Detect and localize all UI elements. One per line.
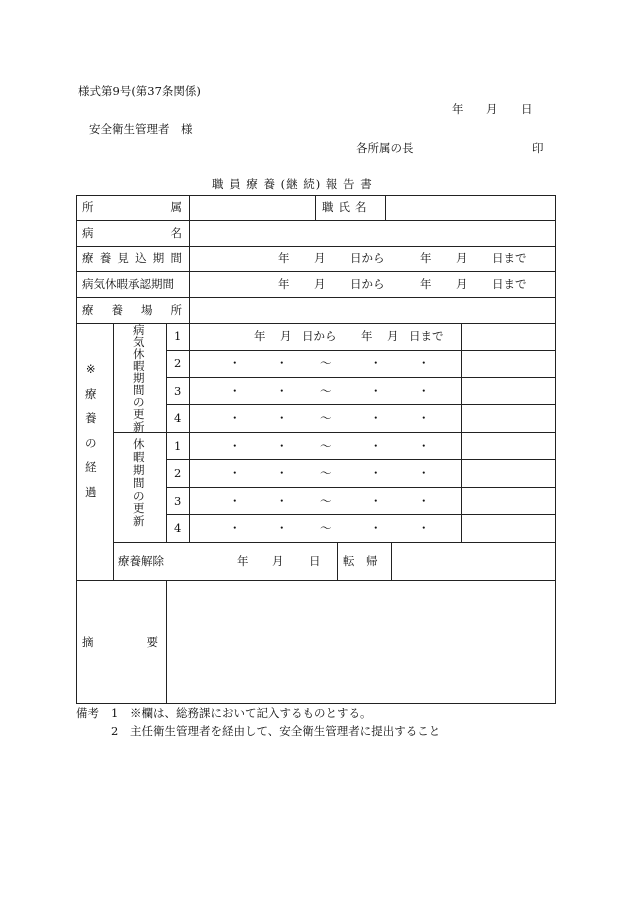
summary-label: 摘 要	[82, 635, 158, 649]
disease-label: 病 名	[82, 226, 182, 240]
date-separator-dot: ・	[370, 494, 382, 508]
date-separator-dot: ・	[370, 356, 382, 370]
range-tilde: ～	[320, 466, 332, 480]
sender: 各所属の長	[356, 141, 414, 155]
row-number: 4	[174, 411, 182, 425]
date-separator-dot: ・	[276, 384, 288, 398]
note-text: ※欄は、総務課において記入するものとする。	[130, 706, 372, 720]
approved-from-month: 月	[314, 277, 326, 291]
expected-to-year: 年	[420, 251, 432, 265]
range-tilde: ～	[320, 356, 332, 370]
range-tilde: ～	[320, 494, 332, 508]
date-separator-dot: ・	[276, 521, 288, 535]
row-number: 3	[174, 494, 182, 508]
expected-to-day: 日まで	[492, 251, 527, 265]
place-label: 療 養 場 所	[82, 303, 182, 317]
addressee: 安全衛生管理者 様	[89, 122, 193, 136]
expected-to-month: 月	[456, 251, 468, 265]
note-number: 2	[111, 724, 119, 738]
release-year: 年	[237, 554, 249, 568]
date-separator-dot: ・	[370, 384, 382, 398]
expected-from-year: 年	[278, 251, 290, 265]
date-separator-dot: ・	[418, 466, 430, 480]
date-year: 年	[452, 102, 464, 116]
notes-label: 備考	[76, 706, 99, 720]
date-separator-dot: ・	[418, 494, 430, 508]
row-number: 1	[174, 329, 182, 343]
date-separator-dot: ・	[418, 356, 430, 370]
update-to-year: 年	[361, 329, 373, 343]
date-month: 月	[486, 102, 498, 116]
release-label: 療養解除	[118, 554, 164, 568]
date-separator-dot: ・	[276, 494, 288, 508]
form-number: 様式第9号(第37条関係)	[78, 84, 201, 98]
date-separator-dot: ・	[418, 384, 430, 398]
date-separator-dot: ・	[229, 494, 241, 508]
approved-from-year: 年	[278, 277, 290, 291]
release-month: 月	[272, 554, 284, 568]
update-to-month: 月	[387, 329, 399, 343]
update-from-day: 日から	[302, 329, 337, 343]
date-separator-dot: ・	[276, 356, 288, 370]
date-separator-dot: ・	[229, 466, 241, 480]
range-tilde: ～	[320, 521, 332, 535]
date-day: 日	[521, 102, 533, 116]
note-text: 主任衛生管理者を経由して、安全衛生管理者に提出すること	[130, 724, 441, 738]
range-tilde: ～	[320, 384, 332, 398]
date-separator-dot: ・	[370, 439, 382, 453]
progress-side-label: ※ 療 養 の 経 過	[85, 362, 97, 499]
form-title: 職 員 療 養 (継 続) 報 告 書	[212, 177, 373, 191]
date-separator-dot: ・	[276, 411, 288, 425]
sick-leave-update-label: 病 気 休 暇 期 間 の 更 新	[133, 323, 145, 434]
date-separator-dot: ・	[370, 521, 382, 535]
seal-mark: 印	[532, 141, 544, 155]
date-separator-dot: ・	[229, 439, 241, 453]
row-number: 4	[174, 521, 182, 535]
date-separator-dot: ・	[370, 411, 382, 425]
update-to-day: 日まで	[409, 329, 444, 343]
date-separator-dot: ・	[276, 466, 288, 480]
approved-from-day: 日から	[350, 277, 385, 291]
approved-to-day: 日まで	[492, 277, 527, 291]
date-separator-dot: ・	[418, 411, 430, 425]
range-tilde: ～	[320, 411, 332, 425]
approved-period-label: 病気休暇承認期間	[82, 277, 174, 291]
row-number: 1	[174, 439, 182, 453]
leave-update-label: 休 暇 期 間 の 更 新	[133, 437, 145, 529]
outcome-label: 転 帰	[343, 554, 378, 568]
date-separator-dot: ・	[370, 466, 382, 480]
update-from-month: 月	[280, 329, 292, 343]
job-name-label: 職氏名	[322, 200, 372, 214]
date-separator-dot: ・	[276, 439, 288, 453]
date-separator-dot: ・	[229, 521, 241, 535]
expected-period-label: 療 養 見 込 期 間	[82, 251, 182, 265]
date-separator-dot: ・	[229, 384, 241, 398]
approved-to-month: 月	[456, 277, 468, 291]
expected-from-day: 日から	[350, 251, 385, 265]
expected-from-month: 月	[314, 251, 326, 265]
row-number: 2	[174, 356, 182, 370]
date-separator-dot: ・	[418, 439, 430, 453]
row-number: 2	[174, 466, 182, 480]
row-number: 3	[174, 384, 182, 398]
date-separator-dot: ・	[229, 411, 241, 425]
note-number: 1	[111, 706, 119, 720]
update-from-year: 年	[254, 329, 266, 343]
approved-to-year: 年	[420, 277, 432, 291]
release-day: 日	[309, 554, 321, 568]
date-separator-dot: ・	[229, 356, 241, 370]
date-separator-dot: ・	[418, 521, 430, 535]
affiliation-label: 所 属	[82, 200, 182, 214]
range-tilde: ～	[320, 439, 332, 453]
